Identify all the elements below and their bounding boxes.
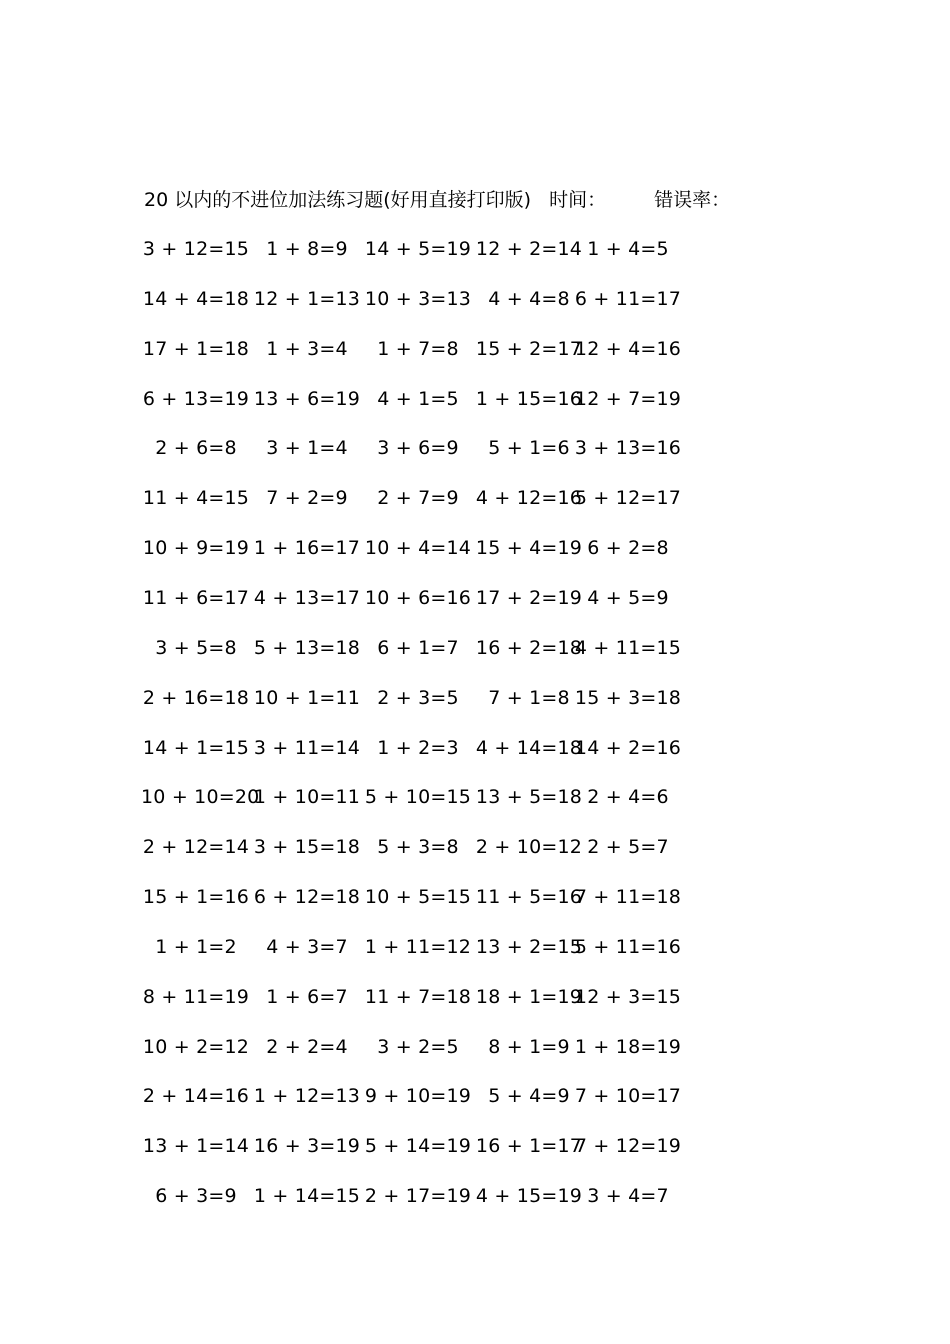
addition-problem: 4 + 15=19 bbox=[475, 1185, 583, 1207]
addition-problem: 1 + 3=4 bbox=[266, 338, 348, 360]
addition-problem: 17 + 2=19 bbox=[475, 587, 583, 609]
addition-problem: 2 + 3=5 bbox=[377, 687, 459, 709]
addition-problem: 10 + 4=14 bbox=[364, 537, 472, 559]
addition-problem: 13 + 1=14 bbox=[142, 1135, 250, 1157]
addition-problem: 3 + 11=14 bbox=[253, 737, 361, 759]
problem-row bbox=[0, 483, 950, 513]
addition-problem: 6 + 13=19 bbox=[142, 388, 250, 410]
error-rate-label: 错误率： bbox=[654, 189, 731, 211]
addition-problem: 3 + 4=7 bbox=[587, 1185, 669, 1207]
addition-problem: 15 + 2=17 bbox=[475, 338, 583, 360]
addition-problem: 5 + 4=9 bbox=[488, 1085, 570, 1107]
problem-row bbox=[0, 683, 950, 713]
addition-problem: 4 + 11=15 bbox=[574, 637, 682, 659]
addition-problem: 7 + 10=17 bbox=[574, 1085, 682, 1107]
problem-row bbox=[0, 234, 950, 264]
addition-problem: 5 + 13=18 bbox=[253, 637, 361, 659]
problem-row bbox=[0, 533, 950, 563]
addition-problem: 12 + 7=19 bbox=[574, 388, 682, 410]
addition-problem: 1 + 6=7 bbox=[266, 986, 348, 1008]
addition-problem: 12 + 4=16 bbox=[574, 338, 682, 360]
problem-row bbox=[0, 1081, 950, 1111]
addition-problem: 1 + 4=5 bbox=[587, 238, 669, 260]
addition-problem: 11 + 4=15 bbox=[142, 487, 250, 509]
worksheet-title: 20 以内的不进位加法练习题(好用直接打印版) bbox=[144, 189, 532, 211]
addition-problem: 5 + 11=16 bbox=[574, 936, 682, 958]
addition-problem: 1 + 16=17 bbox=[253, 537, 361, 559]
addition-problem: 2 + 14=16 bbox=[142, 1085, 250, 1107]
addition-problem: 2 + 2=4 bbox=[266, 1036, 348, 1058]
addition-problem: 16 + 2=18 bbox=[475, 637, 583, 659]
addition-problem: 5 + 12=17 bbox=[574, 487, 682, 509]
addition-problem: 9 + 10=19 bbox=[364, 1085, 472, 1107]
addition-problem: 13 + 2=15 bbox=[475, 936, 583, 958]
addition-problem: 15 + 4=19 bbox=[475, 537, 583, 559]
addition-problem: 6 + 1=7 bbox=[377, 637, 459, 659]
addition-problem: 4 + 3=7 bbox=[266, 936, 348, 958]
addition-problem: 13 + 6=19 bbox=[253, 388, 361, 410]
addition-problem: 3 + 12=15 bbox=[142, 238, 250, 260]
problem-row bbox=[0, 583, 950, 613]
addition-problem: 2 + 4=6 bbox=[587, 786, 669, 808]
problem-row bbox=[0, 433, 950, 463]
addition-problem: 2 + 16=18 bbox=[142, 687, 250, 709]
addition-problem: 10 + 5=15 bbox=[364, 886, 472, 908]
addition-problem: 1 + 1=2 bbox=[155, 936, 237, 958]
addition-problem: 2 + 5=7 bbox=[587, 836, 669, 858]
addition-problem: 16 + 1=17 bbox=[475, 1135, 583, 1157]
addition-problem: 12 + 1=13 bbox=[253, 288, 361, 310]
addition-problem: 6 + 12=18 bbox=[253, 886, 361, 908]
addition-problem: 14 + 2=16 bbox=[574, 737, 682, 759]
addition-problem: 3 + 15=18 bbox=[253, 836, 361, 858]
problem-row bbox=[0, 882, 950, 912]
problem-row bbox=[0, 782, 950, 812]
addition-problem: 12 + 3=15 bbox=[574, 986, 682, 1008]
addition-problem: 3 + 1=4 bbox=[266, 437, 348, 459]
addition-problem: 1 + 18=19 bbox=[574, 1036, 682, 1058]
addition-problem: 15 + 3=18 bbox=[574, 687, 682, 709]
addition-problem: 14 + 5=19 bbox=[364, 238, 472, 260]
addition-problem: 8 + 1=9 bbox=[488, 1036, 570, 1058]
addition-problem: 18 + 1=19 bbox=[475, 986, 583, 1008]
addition-problem: 11 + 6=17 bbox=[142, 587, 250, 609]
addition-problem: 17 + 1=18 bbox=[142, 338, 250, 360]
addition-problem: 1 + 12=13 bbox=[253, 1085, 361, 1107]
addition-problem: 3 + 2=5 bbox=[377, 1036, 459, 1058]
problem-row bbox=[0, 733, 950, 763]
addition-problem: 7 + 1=8 bbox=[488, 687, 570, 709]
addition-problem: 1 + 14=15 bbox=[253, 1185, 361, 1207]
addition-problem: 2 + 12=14 bbox=[142, 836, 250, 858]
addition-problem: 10 + 2=12 bbox=[142, 1036, 250, 1058]
addition-problem: 11 + 7=18 bbox=[364, 986, 472, 1008]
addition-problem: 11 + 5=16 bbox=[475, 886, 583, 908]
addition-problem: 10 + 9=19 bbox=[142, 537, 250, 559]
addition-problem: 2 + 7=9 bbox=[377, 487, 459, 509]
problem-row bbox=[0, 384, 950, 414]
addition-problem: 6 + 3=9 bbox=[155, 1185, 237, 1207]
addition-problem: 4 + 14=18 bbox=[475, 737, 583, 759]
problem-row bbox=[0, 1032, 950, 1062]
problem-row bbox=[0, 1181, 950, 1211]
addition-problem: 10 + 10=20 bbox=[141, 786, 260, 808]
problem-row bbox=[0, 832, 950, 862]
addition-problem: 3 + 13=16 bbox=[574, 437, 682, 459]
problem-row bbox=[0, 633, 950, 663]
addition-problem: 10 + 6=16 bbox=[364, 587, 472, 609]
addition-problem: 1 + 11=12 bbox=[364, 936, 472, 958]
addition-problem: 13 + 5=18 bbox=[475, 786, 583, 808]
addition-problem: 4 + 5=9 bbox=[587, 587, 669, 609]
problem-row bbox=[0, 982, 950, 1012]
addition-problem: 1 + 10=11 bbox=[253, 786, 361, 808]
addition-problem: 1 + 8=9 bbox=[266, 238, 348, 260]
addition-problem: 4 + 4=8 bbox=[488, 288, 570, 310]
addition-problem: 5 + 14=19 bbox=[364, 1135, 472, 1157]
addition-problem: 10 + 1=11 bbox=[253, 687, 361, 709]
addition-problem: 2 + 10=12 bbox=[475, 836, 583, 858]
problem-row bbox=[0, 1131, 950, 1161]
addition-problem: 4 + 12=16 bbox=[475, 487, 583, 509]
addition-problem: 3 + 6=9 bbox=[377, 437, 459, 459]
addition-problem: 3 + 5=8 bbox=[155, 637, 237, 659]
addition-problem: 1 + 15=16 bbox=[475, 388, 583, 410]
addition-problem: 6 + 2=8 bbox=[587, 537, 669, 559]
addition-problem: 1 + 7=8 bbox=[377, 338, 459, 360]
addition-problem: 8 + 11=19 bbox=[142, 986, 250, 1008]
addition-problem: 4 + 1=5 bbox=[377, 388, 459, 410]
addition-problem: 2 + 6=8 bbox=[155, 437, 237, 459]
addition-problem: 2 + 17=19 bbox=[364, 1185, 472, 1207]
addition-problem: 1 + 2=3 bbox=[377, 737, 459, 759]
addition-problem: 7 + 12=19 bbox=[574, 1135, 682, 1157]
problem-row bbox=[0, 932, 950, 962]
addition-problem: 5 + 1=6 bbox=[488, 437, 570, 459]
addition-problem: 6 + 11=17 bbox=[574, 288, 682, 310]
addition-problem: 5 + 3=8 bbox=[377, 836, 459, 858]
addition-problem: 7 + 2=9 bbox=[266, 487, 348, 509]
addition-problem: 12 + 2=14 bbox=[475, 238, 583, 260]
addition-problem: 4 + 13=17 bbox=[253, 587, 361, 609]
addition-problem: 16 + 3=19 bbox=[253, 1135, 361, 1157]
addition-problem: 15 + 1=16 bbox=[142, 886, 250, 908]
addition-problem: 7 + 11=18 bbox=[574, 886, 682, 908]
addition-problem: 14 + 4=18 bbox=[142, 288, 250, 310]
problem-row bbox=[0, 334, 950, 364]
addition-problem: 5 + 10=15 bbox=[364, 786, 472, 808]
addition-problem: 14 + 1=15 bbox=[142, 737, 250, 759]
addition-problem: 10 + 3=13 bbox=[364, 288, 472, 310]
problem-row bbox=[0, 284, 950, 314]
time-label: 时间： bbox=[549, 189, 607, 211]
